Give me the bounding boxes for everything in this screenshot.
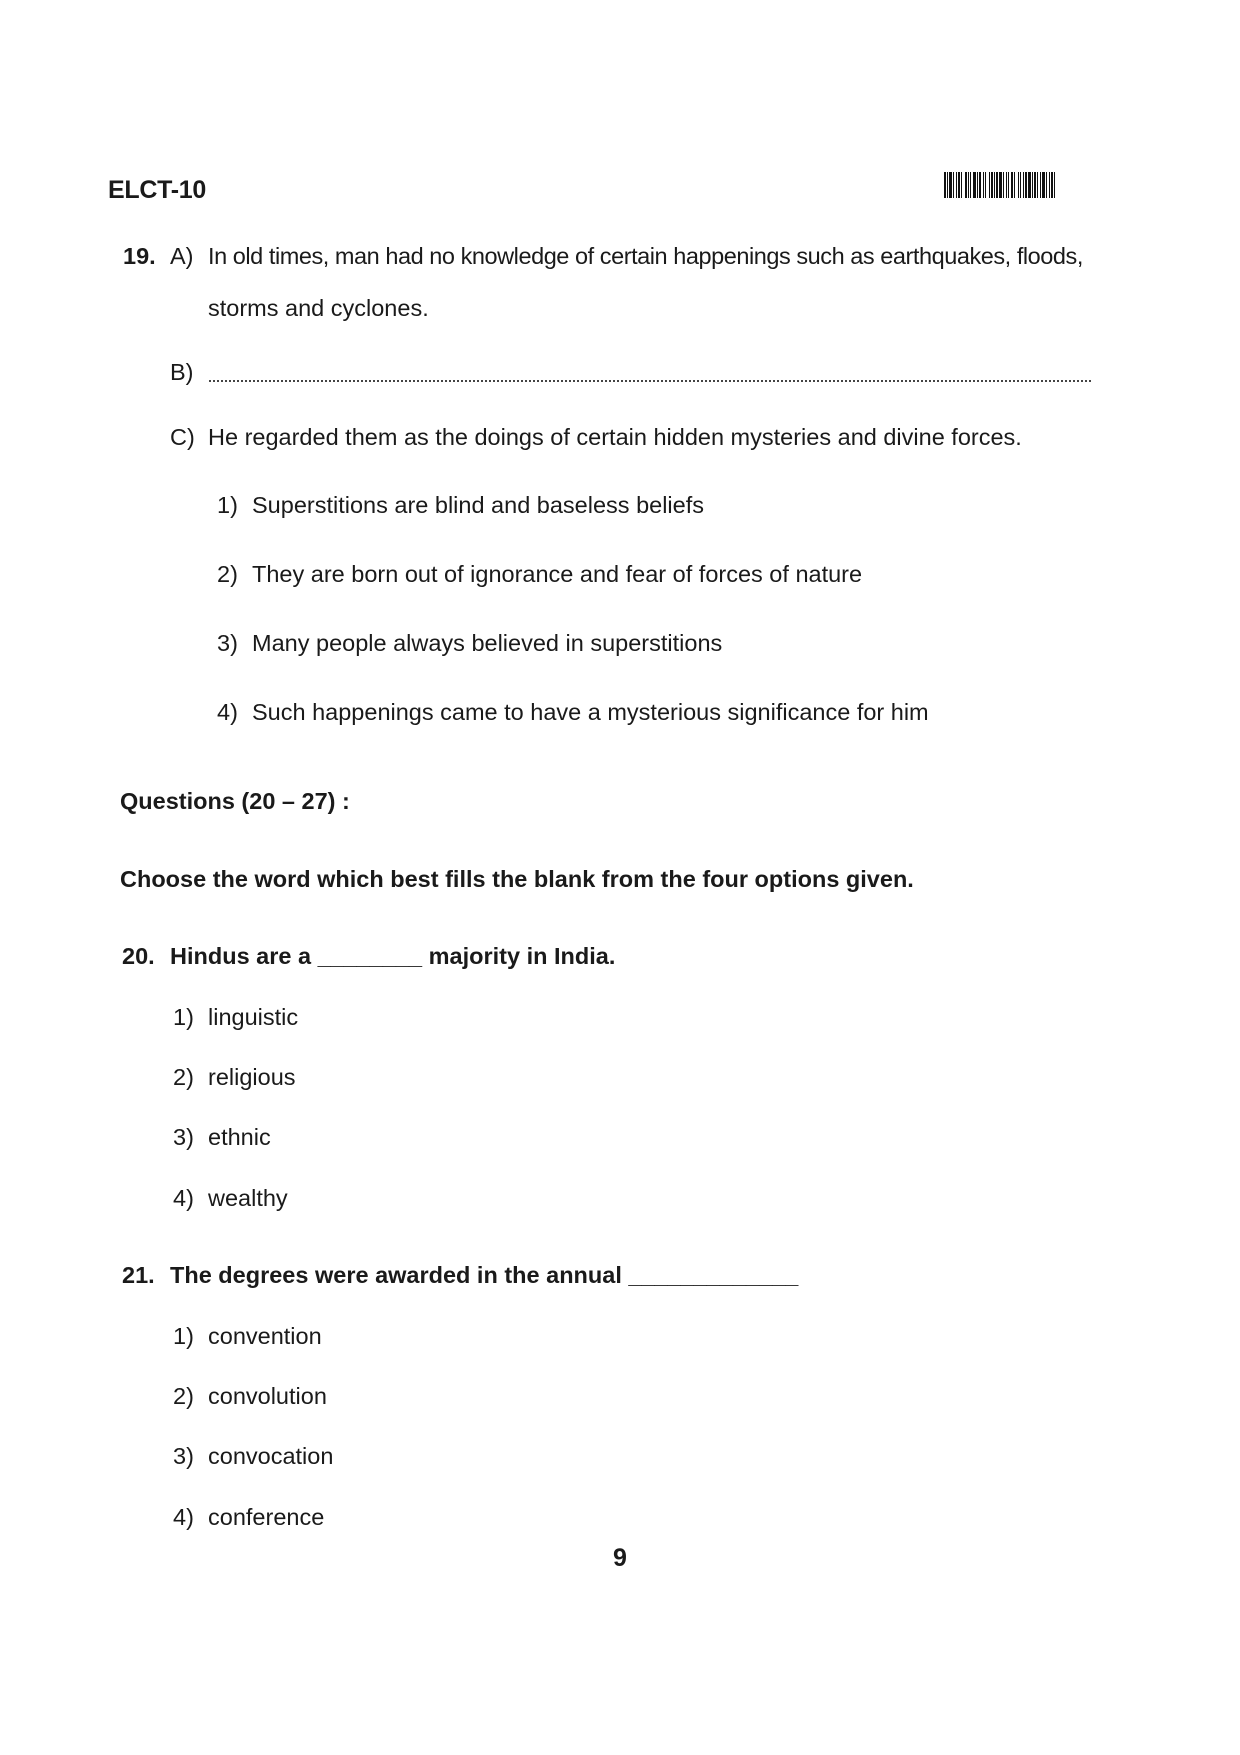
q19-part-b-blank xyxy=(209,360,1091,382)
q19-option-2: They are born out of ignorance and fear of forces of nature xyxy=(252,561,863,587)
q19-option-3-num: 3) xyxy=(217,630,238,656)
q21-option-2-num: 2) xyxy=(173,1383,194,1409)
q20-option-3: ethnic xyxy=(208,1124,271,1150)
q21-option-2: convolution xyxy=(208,1383,327,1409)
q21-option-4-num: 4) xyxy=(173,1504,194,1530)
q21-option-3-num: 3) xyxy=(173,1443,194,1469)
q19-part-a-text: In old times, man had no knowledge of certain happenings such as earthquakes, floods, xyxy=(208,243,1083,269)
q19-option-4-num: 4) xyxy=(217,699,238,725)
q19-part-a-text-cont: storms and cyclones. xyxy=(208,295,429,321)
q20-option-1: linguistic xyxy=(208,1004,299,1030)
q19-option-1: Superstitions are blind and baseless beliefs xyxy=(252,492,704,518)
q19-option-2-num: 2) xyxy=(217,561,238,587)
q19-part-c-text: He regarded them as the doings of certain hidden mysteries and divine forces. xyxy=(208,424,1022,450)
q19-option-3: Many people always believed in superstitions xyxy=(252,630,723,656)
section-heading: Questions (20 – 27) : xyxy=(120,788,350,814)
question-20-number: 20. xyxy=(122,943,155,969)
q20-option-1-num: 1) xyxy=(173,1004,194,1030)
question-21-number: 21. xyxy=(122,1262,155,1288)
q19-option-1-num: 1) xyxy=(217,492,238,518)
q19-option-4: Such happenings came to have a mysterious significance for him xyxy=(252,699,929,725)
q19-part-b-label: B) xyxy=(170,359,194,385)
q19-part-a-label: A) xyxy=(170,243,194,269)
q20-option-4: wealthy xyxy=(208,1185,288,1211)
question-21-text: The degrees were awarded in the annual _____________ xyxy=(170,1262,799,1288)
page-number: 9 xyxy=(613,1544,627,1572)
q20-option-3-num: 3) xyxy=(173,1124,194,1150)
q19-part-c-label: C) xyxy=(170,424,195,450)
q20-option-4-num: 4) xyxy=(173,1185,194,1211)
q20-option-2: religious xyxy=(208,1064,296,1090)
paper-code: ELCT-10 xyxy=(108,176,206,204)
question-19-number: 19. xyxy=(123,243,156,269)
barcode xyxy=(944,172,1132,198)
q21-option-1-num: 1) xyxy=(173,1323,194,1349)
q21-option-1: convention xyxy=(208,1323,322,1349)
q21-option-3: convocation xyxy=(208,1443,334,1469)
section-instruction: Choose the word which best fills the blank from the four options given. xyxy=(120,866,914,892)
question-20-text: Hindus are a ________ majority in India. xyxy=(170,943,616,969)
q21-option-4: conference xyxy=(208,1504,325,1530)
q20-option-2-num: 2) xyxy=(173,1064,194,1090)
